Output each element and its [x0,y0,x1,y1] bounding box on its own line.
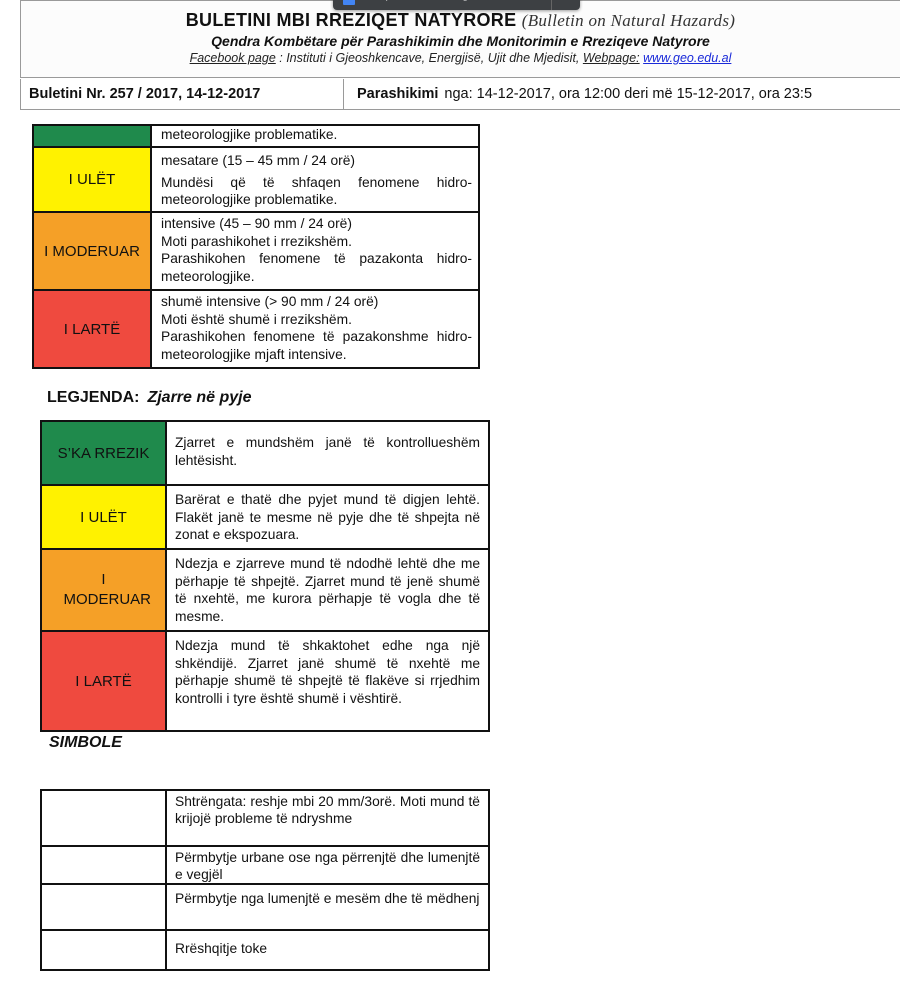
table-row [33,147,479,212]
symbol-cell-empty [41,790,166,846]
facebook-label: Facebook page [189,51,276,65]
description-cell: Ndezja mund të shkaktohet edhe nga një shkëndijë. Zjarret janë shumë të nxehtë me përhapje shumë të shpejtë të flakëve si rrjedhim kontrolli i tyre është shumë i vështirë. [166,631,489,731]
table-row [41,549,489,631]
table-row [41,846,489,884]
forecast-period [357,86,812,102]
level-cell-low: I ULËT [41,485,166,549]
description-cell: Barërat e thatë dhe pyjet mund të digjen lehtë. Flakët janë te mesme në pyje dhe të shpejta në zonat e ekspozuara. [166,485,489,549]
button-divider [551,0,552,10]
table-row [33,290,479,368]
description-cell: Shtrëngata: reshje mbi 20 mm/3orë. Moti mund të krijojë probleme të ndryshme [166,790,489,846]
table-row [41,631,489,731]
bulletin-number: Buletini Nr. 257 / 2017, 14-12-2017 [29,86,261,102]
legend-heading [47,389,252,407]
bulletin-title: BULETINI MBI RREZIQET NATYRORE (Bulletin on Natural Hazards) [185,10,736,30]
forest-fire-table [40,420,490,732]
table-row [41,790,489,846]
table-row [41,485,489,549]
legend-subtitle: Zjarre në pyje [147,389,252,406]
bulletin-header [20,0,900,78]
description-cell: mesatare (15 – 45 mm / 24 orë) Mundësi që të shfaqen fenomene hidro-meteorologjike problematike. [151,147,479,212]
bulletin-info-row [20,79,900,110]
rainfall-hazard-table [32,124,480,369]
bulletin-title-english: (Bulletin on Natural Hazards) [521,11,736,30]
level-cell-low: I ULËT [33,147,151,212]
description-cell: intensive (45 – 90 mm / 24 orë) Moti parashikohet i rrezikshëm. Parashikohen fenomene të pazakonta hidro-meteorologjike. [151,212,479,290]
institution-name: Qendra Kombëtare për Parashikimin dhe Monitorimin e Rreziqeve Natyrore [211,33,710,49]
description-cell: Zjarret e mundshëm janë të kontrollueshëm lehtësisht. [166,421,489,485]
contact-line [21,51,900,65]
open-with-google-docs-button[interactable] [333,0,580,10]
table-row [33,212,479,290]
forecast-label: Parashikimi [357,86,439,102]
symbol-cell-empty [41,846,166,884]
table-row [41,930,489,970]
description-cell: Përmbytje nga lumenjtë e mesëm dhe të mëdhenj [166,884,489,930]
symbol-cell-empty [41,930,166,970]
forecast-range: nga: 14-12-2017, ora 12:00 deri më 15-12-2017, ora 23:5 [444,86,813,102]
description-cell: Rrëshqitje toke [166,930,489,970]
bulletin-divider [343,79,344,110]
table-row [33,125,479,147]
level-cell-high: I LARTË [41,631,166,731]
google-docs-icon [343,0,355,5]
description-cell: shumë intensive (> 90 mm / 24 orë) Moti është shumë i rrezikshëm. Parashikohen fenomene të pazakonshme hidro-meteorologjike mjaft intensive. [151,290,479,368]
facebook-text: : Instituti i Gjeoshkencave, Energjisë, Ujit dhe Mjedisit, [275,51,583,65]
webpage-link[interactable]: www.geo.edu.al [643,51,732,65]
symbol-cell-empty [41,884,166,930]
legend-title: LEGJENDA: [47,389,140,406]
table-row [41,421,489,485]
description-cell: Ndezja e zjarreve mund të ndodhë lehtë dhe me përhapje të shpejtë. Zjarret mund të jenë shumë të nxehtë, me kurora përhapje të vogla dhe të mesme. [166,549,489,631]
level-cell-moderate [41,549,166,631]
description-cell: meteorologjike problematike. [151,125,479,147]
level-cell-green [33,125,151,147]
level-label: I MODERUAR [63,571,152,608]
table-row [41,884,489,930]
symbols-heading: SIMBOLE [49,734,122,751]
open-with-google-docs-label [375,0,512,1]
level-cell-moderate: I MODERUAR [33,212,151,290]
level-cell-no-risk: S’KA RREZIK [41,421,166,485]
description-cell: Përmbytje urbane ose nga përrenjtë dhe lumenjtë e vegjël [166,846,489,884]
webpage-label: Webpage: [582,51,640,65]
symbols-table [40,789,490,971]
level-cell-high: I LARTË [33,290,151,368]
